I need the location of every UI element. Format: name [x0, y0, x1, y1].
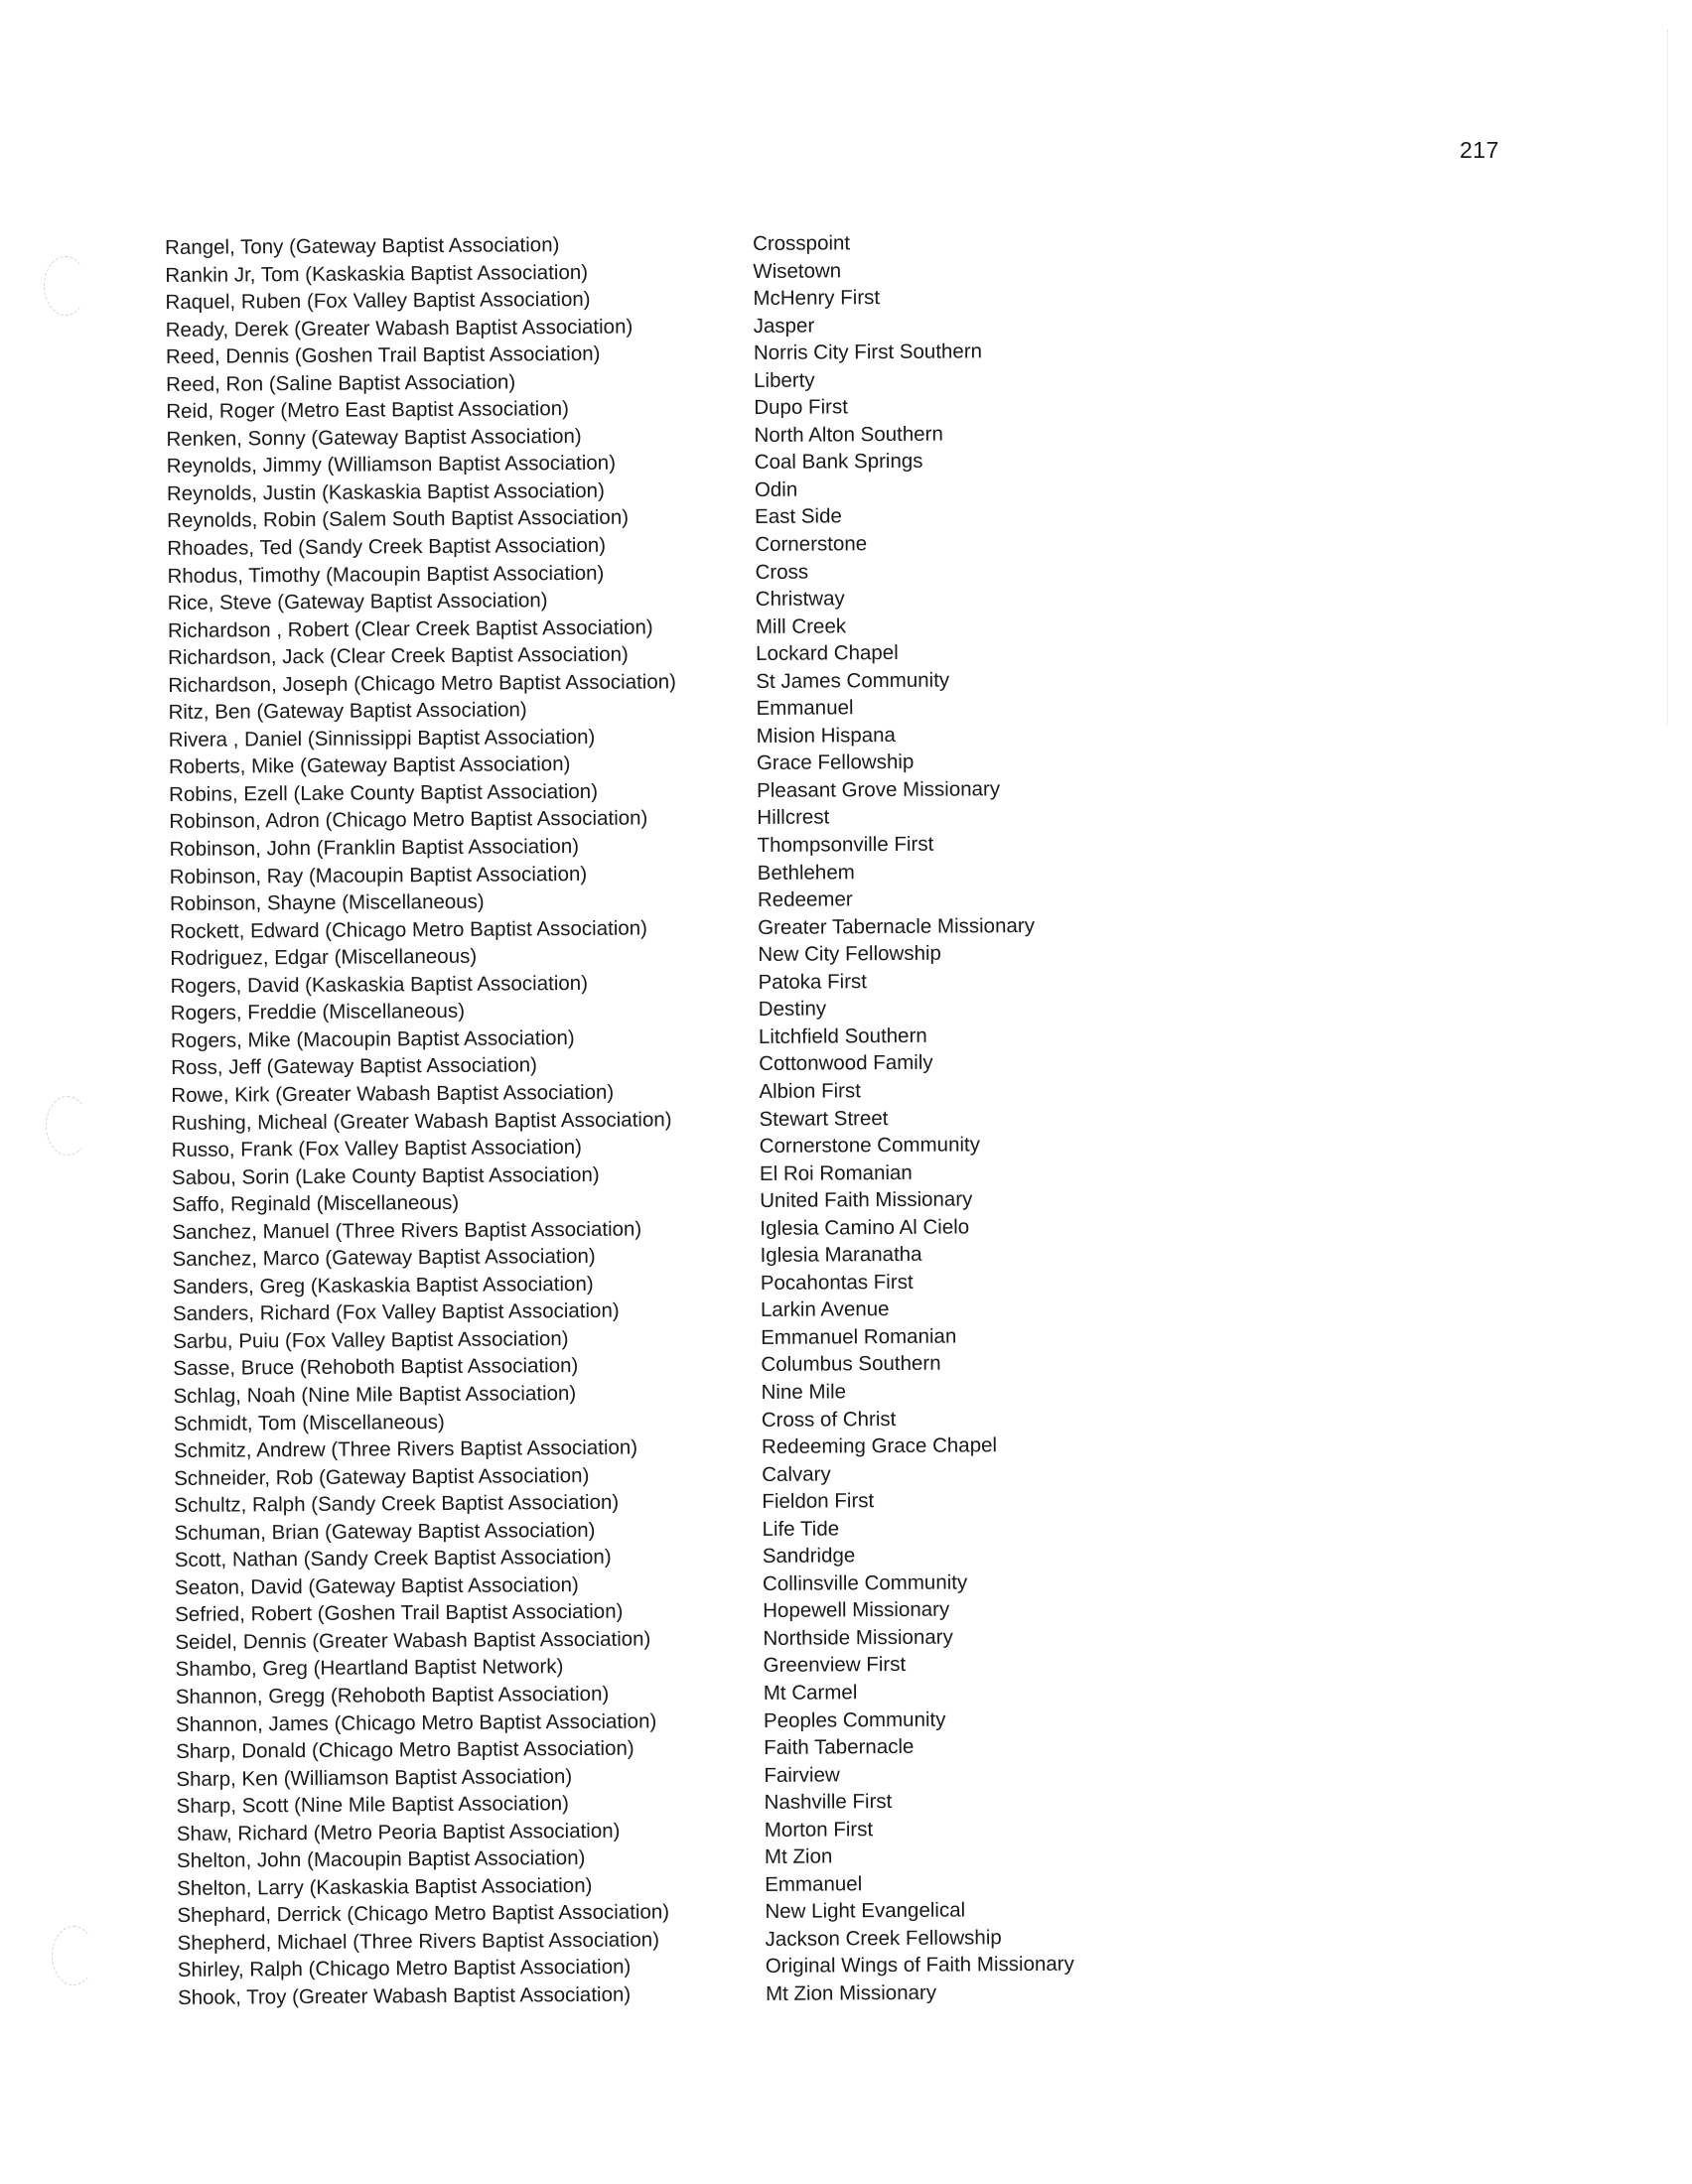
- pastor-name: Renken, Sonny (Gateway Baptist Association): [166, 424, 582, 451]
- pastor-name: Scott, Nathan (Sandy Creek Baptist Association): [174, 1545, 612, 1572]
- church-name: Iglesia Camino Al Cielo: [760, 1215, 970, 1240]
- church-name: Mision Hispana: [756, 723, 896, 748]
- pastor-name: Raquel, Ruben (Fox Valley Baptist Association): [165, 287, 591, 315]
- pastor-name: Shelton, John (Macoupin Baptist Association): [176, 1846, 586, 1873]
- pastor-name: Schuman, Brian (Gateway Baptist Association): [174, 1518, 596, 1545]
- pastor-name: Rogers, Mike (Macoupin Baptist Association): [170, 1025, 575, 1052]
- church-name: Emmanuel: [756, 696, 854, 721]
- church-name: Hillcrest: [757, 805, 830, 830]
- church-name: Norris City First Southern: [753, 340, 983, 365]
- church-name: Mt Carmel: [763, 1681, 858, 1705]
- church-name: Cottonwood Family: [759, 1051, 933, 1076]
- church-name: East Side: [755, 504, 842, 529]
- church-name: Albion First: [759, 1079, 861, 1103]
- scan-edge-mark: [1667, 30, 1670, 725]
- church-name: North Alton Southern: [754, 422, 943, 447]
- pastor-name: Rushing, Micheal (Greater Wabash Baptist Association): [171, 1107, 672, 1135]
- church-name: Patoka First: [758, 969, 868, 994]
- church-name: Fairview: [764, 1763, 840, 1787]
- pastor-name: Shepherd, Michael (Three Rivers Baptist Association): [177, 1928, 660, 1955]
- church-name: Coal Bank Springs: [754, 450, 923, 475]
- pastor-name: Sefried, Robert (Goshen Trail Baptist Association): [175, 1599, 624, 1627]
- pastor-name: Sanders, Greg (Kaskaskia Baptist Association): [172, 1272, 594, 1298]
- pastor-name: Sharp, Ken (Williamson Baptist Association): [176, 1764, 573, 1791]
- church-name: El Roi Romanian: [759, 1160, 913, 1185]
- church-name: Jasper: [753, 314, 815, 338]
- pastor-name: Seaton, David (Gateway Baptist Association): [174, 1572, 579, 1599]
- church-name: Redeemer: [757, 887, 853, 912]
- pastor-name: Schneider, Rob (Gateway Baptist Association): [174, 1463, 590, 1490]
- church-name: Mt Zion Missionary: [765, 1980, 937, 2005]
- pastor-name: Ritz, Ben (Gateway Baptist Association): [168, 698, 527, 725]
- church-name: Odin: [754, 478, 798, 501]
- page-number: 217: [1460, 137, 1499, 163]
- church-name: Pocahontas First: [760, 1270, 914, 1295]
- pastor-name: Schmitz, Andrew (Three Rivers Baptist Association): [173, 1435, 638, 1463]
- pastor-name: Sabou, Sorin (Lake County Baptist Association): [171, 1162, 600, 1189]
- pastor-name: Shannon, Gregg (Rehoboth Baptist Association): [175, 1682, 610, 1708]
- church-name: Thompsonville First: [757, 832, 934, 858]
- church-name: McHenry First: [753, 286, 881, 311]
- church-name: Hopewell Missionary: [763, 1597, 950, 1623]
- pastor-name-column: [165, 230, 764, 2012]
- church-name: Greater Tabernacle Missionary: [758, 913, 1036, 939]
- pastor-name: Sanders, Richard (Fox Valley Baptist Association): [172, 1299, 620, 1326]
- pastor-name: Shirley, Ralph (Chicago Metro Baptist Association): [177, 1956, 632, 1982]
- pastor-name: Sanchez, Marco (Gateway Baptist Association): [172, 1245, 596, 1272]
- pastor-name: Robinson, Shayne (Miscellaneous): [169, 889, 485, 916]
- pastor-name: Robins, Ezell (Lake County Baptist Association): [169, 779, 599, 806]
- church-name: Sandridge: [762, 1544, 856, 1569]
- church-name: Lockard Chapel: [756, 641, 899, 666]
- pastor-name: Rockett, Edward (Chicago Metro Baptist Association): [170, 916, 648, 943]
- church-name: Faith Tabernacle: [764, 1734, 915, 1760]
- pastor-name: Rhodus, Timothy (Macoupin Baptist Association): [167, 561, 605, 588]
- church-name: Destiny: [758, 997, 827, 1022]
- pastor-name: Shook, Troy (Greater Wabash Baptist Association): [177, 1982, 632, 2009]
- church-name: Mt Zion: [764, 1844, 833, 1869]
- pastor-name: Richardson, Jack (Clear Creek Baptist Association): [168, 642, 629, 670]
- pastor-name: Robinson, Ray (Macoupin Baptist Association): [169, 862, 588, 888]
- pastor-name: Reed, Dennis (Goshen Trail Baptist Association): [165, 341, 601, 369]
- pastor-name: Sharp, Donald (Chicago Metro Baptist Association): [176, 1736, 634, 1764]
- church-name: Nine Mile: [761, 1380, 847, 1404]
- pastor-name: Rankin Jr, Tom (Kaskaskia Baptist Association): [165, 260, 589, 287]
- pastor-name: Rivera , Daniel (Sinnissippi Baptist Association): [168, 725, 596, 751]
- pastor-name: Sanchez, Manuel (Three Rivers Baptist Association): [172, 1217, 642, 1244]
- church-name: Cornerstone: [755, 532, 868, 557]
- church-name: Emmanuel Romanian: [761, 1324, 957, 1349]
- church-name: Calvary: [762, 1462, 831, 1486]
- church-name: Litchfield Southern: [758, 1024, 927, 1048]
- pastor-name: Rhoades, Ted (Sandy Creek Baptist Association): [167, 533, 607, 561]
- binder-hole-mark: [44, 256, 87, 316]
- pastor-name: Richardson , Robert (Clear Creek Baptist Association): [167, 615, 653, 642]
- church-name: Grace Fellowship: [756, 751, 915, 775]
- church-name: Nashville First: [764, 1790, 893, 1815]
- pastor-name: Schultz, Ralph (Sandy Creek Baptist Association): [174, 1490, 620, 1518]
- church-name: Emmanuel: [765, 1872, 863, 1896]
- pastor-name: Saffo, Reginald (Miscellaneous): [172, 1190, 460, 1217]
- church-name: Cornerstone Community: [759, 1133, 981, 1159]
- pastor-name: Shaw, Richard (Metro Peoria Baptist Association): [176, 1819, 621, 1845]
- church-name-column: [753, 226, 1242, 2007]
- binder-hole-mark: [46, 1096, 89, 1156]
- pastor-name: Robinson, Adron (Chicago Metro Baptist Association): [169, 806, 648, 834]
- pastor-name: Shephard, Derrick (Chicago Metro Baptist Association): [177, 1900, 670, 1928]
- church-name: United Faith Missionary: [760, 1187, 973, 1213]
- church-name: New City Fellowship: [758, 941, 941, 967]
- church-name: Cross of Christ: [761, 1407, 897, 1432]
- pastor-name: Sarbu, Puiu (Fox Valley Baptist Association): [173, 1326, 569, 1353]
- pastor-name: Shelton, Larry (Kaskaskia Baptist Association): [177, 1873, 593, 1900]
- pastor-name: Rowe, Kirk (Greater Wabash Baptist Association): [171, 1080, 615, 1107]
- church-name: Fieldon First: [762, 1489, 875, 1514]
- pastor-name: Rodriguez, Edgar (Miscellaneous): [170, 944, 478, 971]
- pastor-name: Schmidt, Tom (Miscellaneous): [173, 1410, 445, 1435]
- pastor-name: Rice, Steve (Gateway Baptist Association): [167, 589, 548, 615]
- pastor-name: Reed, Ron (Saline Baptist Association): [166, 370, 516, 396]
- church-name: Greenview First: [763, 1653, 907, 1678]
- pastor-name: Schlag, Noah (Nine Mile Baptist Association): [173, 1381, 577, 1408]
- church-name: Life Tide: [762, 1517, 840, 1541]
- pastor-name: Ready, Derek (Greater Wabash Baptist Association): [165, 315, 634, 341]
- church-name: Larkin Avenue: [760, 1297, 890, 1322]
- church-name: Cross: [755, 560, 809, 584]
- church-name: Northside Missionary: [763, 1625, 953, 1650]
- pastor-name: Reid, Roger (Metro East Baptist Association): [166, 397, 570, 424]
- pastor-name: Rogers, Freddie (Miscellaneous): [170, 1000, 466, 1025]
- church-name: Iglesia Maranatha: [760, 1243, 922, 1268]
- church-name: Original Wings of Faith Missionary: [765, 1953, 1074, 1979]
- church-name: Liberty: [754, 368, 815, 392]
- pastor-name: Rangel, Tony (Gateway Baptist Association): [165, 233, 560, 259]
- church-name: Mill Creek: [755, 614, 847, 638]
- binder-hole-mark: [52, 1926, 95, 1985]
- pastor-name: Reynolds, Justin (Kaskaskia Baptist Association): [166, 478, 605, 505]
- pastor-name: Sasse, Bruce (Rehoboth Baptist Association): [173, 1354, 579, 1381]
- church-name: Redeeming Grace Chapel: [761, 1433, 998, 1459]
- church-name: Morton First: [764, 1817, 874, 1842]
- pastor-name: Rogers, David (Kaskaskia Baptist Association): [170, 971, 589, 998]
- pastor-name: Sharp, Scott (Nine Mile Baptist Association): [176, 1792, 570, 1819]
- pastor-name: Shambo, Greg (Heartland Baptist Network): [175, 1655, 564, 1682]
- pastor-name: Robinson, John (Franklin Baptist Association): [169, 834, 580, 862]
- church-name: Dupo First: [754, 395, 848, 420]
- church-name: St James Community: [756, 668, 950, 693]
- pastor-name: Seidel, Dennis (Greater Wabash Baptist Association): [175, 1627, 651, 1654]
- church-name: Bethlehem: [757, 860, 855, 885]
- pastor-name: Reynolds, Jimmy (Williamson Baptist Association): [166, 452, 617, 478]
- pastor-name: Reynolds, Robin (Salem South Baptist Association): [167, 506, 630, 533]
- pastor-name: Richardson, Joseph (Chicago Metro Baptist Association): [168, 669, 677, 697]
- church-name: Collinsville Community: [762, 1570, 968, 1595]
- pastor-name: Russo, Frank (Fox Valley Baptist Association): [171, 1135, 583, 1162]
- church-name: Columbus Southern: [761, 1352, 941, 1377]
- pastor-name: Roberts, Mike (Gateway Baptist Association): [168, 752, 571, 779]
- church-name: Christway: [755, 587, 845, 612]
- church-name: Crosspoint: [753, 231, 851, 255]
- church-name: New Light Evangelical: [765, 1898, 966, 1924]
- pastor-name: Shannon, James (Chicago Metro Baptist Association): [175, 1708, 657, 1736]
- church-name: Wisetown: [753, 258, 842, 283]
- church-name: Peoples Community: [763, 1707, 946, 1732]
- church-name: Stewart Street: [759, 1106, 889, 1131]
- pastor-name: Ross, Jeff (Gateway Baptist Association): [171, 1053, 538, 1080]
- church-name: Pleasant Grove Missionary: [757, 777, 1001, 802]
- church-name: Jackson Creek Fellowship: [765, 1926, 1002, 1951]
